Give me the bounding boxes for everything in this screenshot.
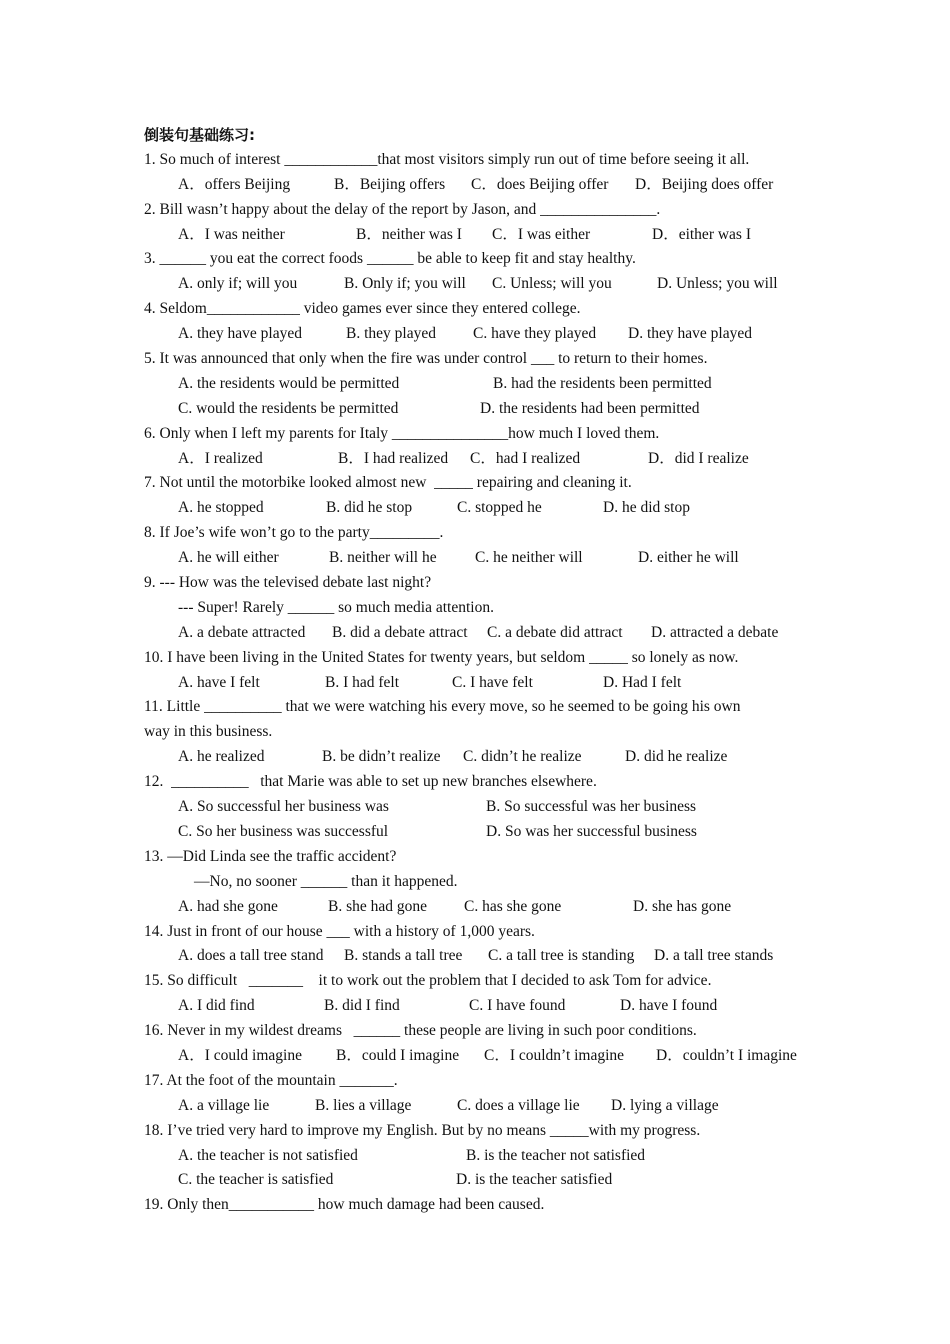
option-row <box>144 546 824 571</box>
option-b: B. neither will he <box>329 549 437 567</box>
option-b: B. Only if; you will <box>344 275 466 293</box>
option-row <box>144 671 824 696</box>
option-b: B. had the residents been permitted <box>493 374 712 392</box>
option-b: B. she had gone <box>328 897 428 915</box>
option-row <box>144 944 824 969</box>
option-row <box>144 1168 824 1193</box>
option-b: B．Beijing offers <box>334 175 446 193</box>
option-d: D. is the teacher satisfied <box>456 1171 613 1189</box>
option-b: B. So successful was her business <box>486 798 697 816</box>
option-c: C. a debate did attract <box>487 623 623 641</box>
question-stem: 9. --- How was the televised debate last night? <box>144 574 432 592</box>
option-a: A．I was neither <box>178 225 285 243</box>
question-stem: 2. Bill wasn’t happy about the delay of the report by Jason, and _______________. <box>144 200 661 218</box>
option-c: C. does a village lie <box>457 1096 580 1114</box>
option-c: C. have they played <box>473 325 597 343</box>
question-stem: 6. Only when I left my parents for Italy _______________how much I loved them. <box>144 424 660 442</box>
option-a: A. they have played <box>178 325 302 343</box>
option-d: D. a tall tree stands <box>654 947 774 965</box>
option-c: C. stopped he <box>457 499 542 517</box>
option-a: A. a debate attracted <box>178 623 306 641</box>
question-stem: 11. Little __________ that we were watching his every move, so he seemed to be going his own <box>144 698 741 716</box>
option-row <box>144 994 824 1019</box>
option-a: A. he will either <box>178 549 279 567</box>
option-b: B. did a debate attract <box>332 623 468 641</box>
option-d: D. the residents had been permitted <box>480 399 700 417</box>
option-c: C. would the residents be permitted <box>178 399 399 417</box>
option-a: A．offers Beijing <box>178 175 291 193</box>
option-d: D. Had I felt <box>603 673 682 691</box>
option-c: C．I was either <box>492 225 591 243</box>
option-a: A. a village lie <box>178 1096 270 1114</box>
option-row <box>144 1094 824 1119</box>
option-row <box>144 895 824 920</box>
option-a: A. the residents would be permitted <box>178 374 400 392</box>
option-row <box>144 496 824 521</box>
option-row <box>144 173 824 198</box>
question-stem: 5. It was announced that only when the fire was under control ___ to return to their homes. <box>144 350 708 368</box>
question-stem: 13. —Did Linda see the traffic accident? <box>144 847 397 865</box>
option-a: A. the teacher is not satisfied <box>178 1146 358 1164</box>
option-row <box>144 820 824 845</box>
option-a: A．I realized <box>178 449 263 467</box>
option-row <box>144 372 824 397</box>
option-c: C. I have found <box>469 997 566 1015</box>
option-row <box>144 322 824 347</box>
option-c: C．I couldn’t imagine <box>484 1046 625 1064</box>
option-d: D. lying a village <box>611 1096 719 1114</box>
option-b: B. did I find <box>324 997 400 1015</box>
question-stem: 1. So much of interest ____________that most visitors simply run out of time before seeing it all. <box>144 150 750 168</box>
option-a: A. I did find <box>178 997 255 1015</box>
option-a: A. have I felt <box>178 673 260 691</box>
option-d: D．did I realize <box>648 449 749 467</box>
option-row <box>144 745 824 770</box>
option-c: C. a tall tree is standing <box>488 947 635 965</box>
option-d: D. Unless; you will <box>657 275 778 293</box>
option-a: A. he realized <box>178 748 265 766</box>
option-c: C．does Beijing offer <box>471 175 609 193</box>
option-a: A．I could imagine <box>178 1046 302 1064</box>
question-stem: 17. At the foot of the mountain _______. <box>144 1071 398 1089</box>
question-stem: 16. Never in my wildest dreams ______ these people are living in such poor conditions. <box>144 1022 697 1040</box>
option-d: D. attracted a debate <box>651 623 779 641</box>
option-row <box>144 223 824 248</box>
question-stem: 15. So difficult _______ it to work out the problem that I decided to ask Tom for advice. <box>144 972 712 990</box>
question-stem-continued: way in this business. <box>144 723 273 741</box>
question-stem: 18. I’ve tried very hard to improve my English. But by no means _____with my progress. <box>144 1121 701 1139</box>
option-d: D. did he realize <box>625 748 728 766</box>
option-b: B．could I imagine <box>336 1046 460 1064</box>
option-c: C. the teacher is satisfied <box>178 1171 334 1189</box>
option-a: A. had she gone <box>178 897 278 915</box>
question-stem: 4. Seldom____________ video games ever since they entered college. <box>144 300 581 318</box>
option-a: A. does a tall tree stand <box>178 947 324 965</box>
option-c: C. has she gone <box>464 897 562 915</box>
option-c: C. he neither will <box>475 549 583 567</box>
option-row <box>144 397 824 422</box>
option-b: B. lies a village <box>315 1096 412 1114</box>
option-a: A. So successful her business was <box>178 798 389 816</box>
option-d: D. he did stop <box>603 499 690 517</box>
question-stem: 8. If Joe’s wife won’t go to the party_________. <box>144 524 444 542</box>
option-b: B. is the teacher not satisfied <box>466 1146 646 1164</box>
worksheet <box>144 123 824 1218</box>
question-stem: 12. __________ that Marie was able to set up new branches elsewhere. <box>144 773 597 791</box>
option-d: D．either was I <box>652 225 751 243</box>
option-b: B. I had felt <box>325 673 400 691</box>
option-row <box>144 272 824 297</box>
option-a: A. he stopped <box>178 499 264 517</box>
option-a: A. only if; will you <box>178 275 298 293</box>
option-d: D. they have played <box>628 325 752 343</box>
option-d: D. have I found <box>620 997 718 1015</box>
question-stem: 14. Just in front of our house ___ with a history of 1,000 years. <box>144 922 535 940</box>
option-b: B. did he stop <box>326 499 413 517</box>
question-stem: 10. I have been living in the United States for twenty years, but seldom _____ so lonely as now. <box>144 648 739 666</box>
option-d: D. she has gone <box>633 897 732 915</box>
option-d: D. So was her successful business <box>486 822 697 840</box>
option-row <box>144 1044 824 1069</box>
question-stem-continued: --- Super! Rarely ______ so much media attention. <box>178 598 494 616</box>
option-b: B. stands a tall tree <box>344 947 463 965</box>
option-row <box>144 447 824 472</box>
option-d: D．Beijing does offer <box>635 175 774 193</box>
option-b: B．neither was I <box>356 225 462 243</box>
question-stem-continued: —No, no sooner ______ than it happened. <box>194 872 458 890</box>
worksheet-title: 倒装句基础练习: <box>144 126 255 144</box>
question-stem: 3. ______ you eat the correct foods ______ be able to keep fit and stay healthy. <box>144 250 636 268</box>
option-c: C. So her business was successful <box>178 822 389 840</box>
option-row <box>144 621 824 646</box>
option-b: B. they played <box>346 325 436 343</box>
option-c: C. Unless; will you <box>492 275 612 293</box>
option-d: D. either he will <box>638 549 739 567</box>
option-b: B．I had realized <box>338 449 449 467</box>
option-c: C. didn’t he realize <box>463 748 582 766</box>
question-stem: 7. Not until the motorbike looked almost new _____ repairing and cleaning it. <box>144 474 632 492</box>
question-stem: 19. Only then___________ how much damage had been caused. <box>144 1196 545 1214</box>
option-c: C．had I realized <box>470 449 581 467</box>
option-row <box>144 795 824 820</box>
option-d: D．couldn’t I imagine <box>656 1046 797 1064</box>
option-c: C. I have felt <box>452 673 533 691</box>
option-b: B. be didn’t realize <box>322 748 441 766</box>
option-row <box>144 1144 824 1169</box>
